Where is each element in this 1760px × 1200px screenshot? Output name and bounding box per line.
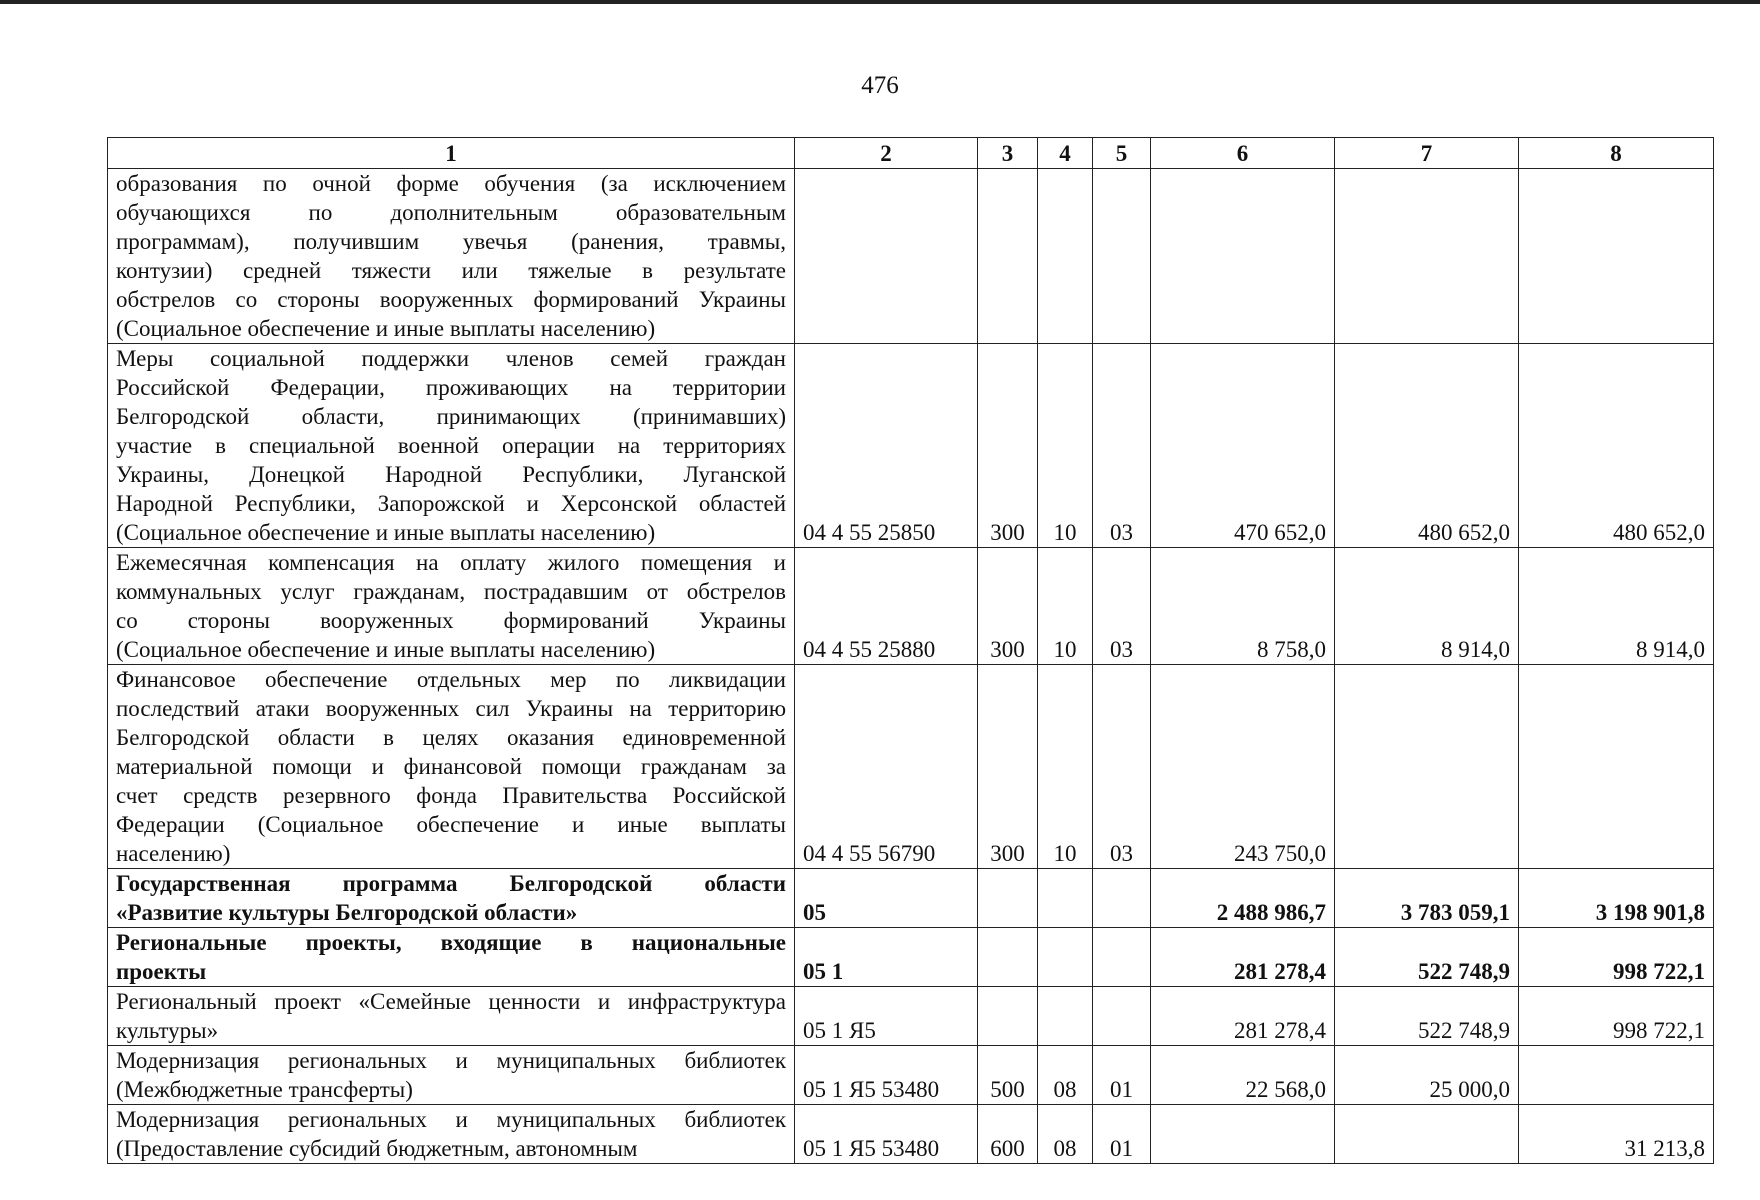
description-line: обучающихся по дополнительным образовательным — [116, 200, 786, 225]
amount-year-2 — [1335, 665, 1519, 869]
description-line: Украины, Донецкой Народной Республики, Луганской — [116, 462, 786, 487]
description-line: (Социальное обеспечение и иные выплаты населению) — [116, 316, 656, 341]
section-code: 08 — [1038, 1105, 1093, 1164]
section-code: 10 — [1038, 344, 1093, 548]
target-code: 04 4 55 25850 — [795, 344, 978, 548]
amount-year-2: 8 914,0 — [1335, 548, 1519, 665]
amount-year-2: 25 000,0 — [1335, 1046, 1519, 1105]
amount-year-1: 2 488 986,7 — [1151, 869, 1335, 928]
description-line: образования по очной форме обучения (за исключением — [116, 171, 786, 196]
target-code: 05 1 — [795, 928, 978, 987]
amount-year-1: 243 750,0 — [1151, 665, 1335, 869]
table-row — [108, 928, 1714, 987]
subsection-code — [1093, 169, 1151, 344]
section-code: 10 — [1038, 548, 1093, 665]
target-code: 05 — [795, 869, 978, 928]
section-code: 08 — [1038, 1046, 1093, 1105]
subsection-code: 03 — [1093, 665, 1151, 869]
description-line: Модернизация региональных и муниципальных библиотек — [116, 1107, 786, 1132]
row-description — [108, 1046, 795, 1105]
table-row — [108, 1105, 1714, 1164]
column-header: 1 — [108, 138, 795, 169]
description-line: Меры социальной поддержки членов семей граждан — [116, 346, 786, 371]
expense-type-code: 300 — [978, 548, 1038, 665]
table-row — [108, 344, 1714, 548]
amount-year-3: 480 652,0 — [1519, 344, 1714, 548]
subsection-code: 01 — [1093, 1105, 1151, 1164]
table-row — [108, 987, 1714, 1046]
amount-year-1: 22 568,0 — [1151, 1046, 1335, 1105]
section-code — [1038, 869, 1093, 928]
row-description — [108, 344, 795, 548]
expense-type-code — [978, 928, 1038, 987]
budget-table — [107, 137, 1714, 1164]
amount-year-1: 470 652,0 — [1151, 344, 1335, 548]
amount-year-2: 480 652,0 — [1335, 344, 1519, 548]
description-line: материальной помощи и финансовой помощи гражданам за — [116, 754, 786, 779]
description-line: Модернизация региональных и муниципальных библиотек — [116, 1048, 786, 1073]
subsection-code — [1093, 869, 1151, 928]
amount-year-1: 281 278,4 — [1151, 987, 1335, 1046]
description-line: населению) — [116, 841, 231, 866]
amount-year-3: 998 722,1 — [1519, 987, 1714, 1046]
description-line: счет средств резервного фонда Правительства Российской — [116, 783, 786, 808]
description-line: Белгородской области, принимающих (принимавших) — [116, 404, 786, 429]
column-header: 8 — [1519, 138, 1714, 169]
description-line: Российской Федерации, проживающих на территории — [116, 375, 786, 400]
section-code — [1038, 987, 1093, 1046]
expense-type-code: 500 — [978, 1046, 1038, 1105]
description-line: (Социальное обеспечение и иные выплаты населению) — [116, 637, 656, 662]
description-line: последствий атаки вооруженных сил Украины на территорию — [116, 696, 786, 721]
description-line: (Предоставление субсидий бюджетным, автономным — [116, 1136, 638, 1161]
column-header: 5 — [1093, 138, 1151, 169]
column-header: 2 — [795, 138, 978, 169]
amount-year-1 — [1151, 169, 1335, 344]
amount-year-3: 3 198 901,8 — [1519, 869, 1714, 928]
description-line: Белгородской области в целях оказания единовременной — [116, 725, 786, 750]
target-code: 04 4 55 56790 — [795, 665, 978, 869]
subsection-code — [1093, 928, 1151, 987]
header-row — [108, 138, 1714, 169]
row-description — [108, 548, 795, 665]
target-code: 05 1 Я5 53480 — [795, 1046, 978, 1105]
amount-year-3 — [1519, 1046, 1714, 1105]
section-code: 10 — [1038, 665, 1093, 869]
amount-year-3: 31 213,8 — [1519, 1105, 1714, 1164]
row-description — [108, 169, 795, 344]
description-line: программам), получившим увечья (ранения, травмы, — [116, 229, 786, 254]
row-description — [108, 869, 795, 928]
description-line: Региональный проект «Семейные ценности и инфраструктура — [116, 989, 786, 1014]
amount-year-1 — [1151, 1105, 1335, 1164]
expense-type-code: 600 — [978, 1105, 1038, 1164]
row-description — [108, 665, 795, 869]
table-row — [108, 665, 1714, 869]
amount-year-2: 522 748,9 — [1335, 928, 1519, 987]
column-header: 3 — [978, 138, 1038, 169]
table-row — [108, 869, 1714, 928]
subsection-code: 03 — [1093, 548, 1151, 665]
column-header: 7 — [1335, 138, 1519, 169]
expense-type-code — [978, 169, 1038, 344]
amount-year-2 — [1335, 1105, 1519, 1164]
amount-year-3 — [1519, 169, 1714, 344]
table-row — [108, 1046, 1714, 1105]
section-code — [1038, 928, 1093, 987]
expense-type-code — [978, 869, 1038, 928]
subsection-code — [1093, 987, 1151, 1046]
column-header: 4 — [1038, 138, 1093, 169]
amount-year-3: 8 914,0 — [1519, 548, 1714, 665]
description-line: Государственная программа Белгородской области — [116, 871, 786, 896]
description-line: контузии) средней тяжести или тяжелые в результате — [116, 258, 786, 283]
description-line: Федерации (Социальное обеспечение и иные выплаты — [116, 812, 786, 837]
table-body — [108, 169, 1714, 1164]
table-row — [108, 548, 1714, 665]
description-line: обстрелов со стороны вооруженных формирований Украины — [116, 287, 786, 312]
amount-year-2: 3 783 059,1 — [1335, 869, 1519, 928]
description-line: культуры» — [116, 1018, 219, 1043]
description-line: коммунальных услуг гражданам, пострадавшим от обстрелов — [116, 579, 786, 604]
description-line: (Межбюджетные трансферты) — [116, 1077, 413, 1102]
target-code: 05 1 Я5 53480 — [795, 1105, 978, 1164]
expense-type-code — [978, 987, 1038, 1046]
target-code — [795, 169, 978, 344]
amount-year-2: 522 748,9 — [1335, 987, 1519, 1046]
table-row — [108, 169, 1714, 344]
top-rule — [0, 0, 1760, 4]
target-code: 04 4 55 25880 — [795, 548, 978, 665]
row-description — [108, 987, 795, 1046]
description-line: «Развитие культуры Белгородской области» — [116, 900, 578, 925]
section-code — [1038, 169, 1093, 344]
description-line: Ежемесячная компенсация на оплату жилого помещения и — [116, 550, 786, 575]
row-description — [108, 928, 795, 987]
expense-type-code: 300 — [978, 344, 1038, 548]
page-number: 476 — [861, 72, 899, 99]
description-line: участие в специальной военной операции на территориях — [116, 433, 786, 458]
subsection-code: 01 — [1093, 1046, 1151, 1105]
description-line: Региональные проекты, входящие в национальные — [116, 930, 786, 955]
expense-type-code: 300 — [978, 665, 1038, 869]
description-line: со стороны вооруженных формирований Украины — [116, 608, 786, 633]
amount-year-3: 998 722,1 — [1519, 928, 1714, 987]
amount-year-1: 8 758,0 — [1151, 548, 1335, 665]
description-line: проекты — [116, 959, 207, 984]
amount-year-1: 281 278,4 — [1151, 928, 1335, 987]
description-line: Народной Республики, Запорожской и Херсонской областей — [116, 491, 786, 516]
column-header: 6 — [1151, 138, 1335, 169]
amount-year-2 — [1335, 169, 1519, 344]
row-description — [108, 1105, 795, 1164]
amount-year-3 — [1519, 665, 1714, 869]
subsection-code: 03 — [1093, 344, 1151, 548]
description-line: Финансовое обеспечение отдельных мер по ликвидации — [116, 667, 786, 692]
description-line: (Социальное обеспечение и иные выплаты населению) — [116, 520, 656, 545]
target-code: 05 1 Я5 — [795, 987, 978, 1046]
